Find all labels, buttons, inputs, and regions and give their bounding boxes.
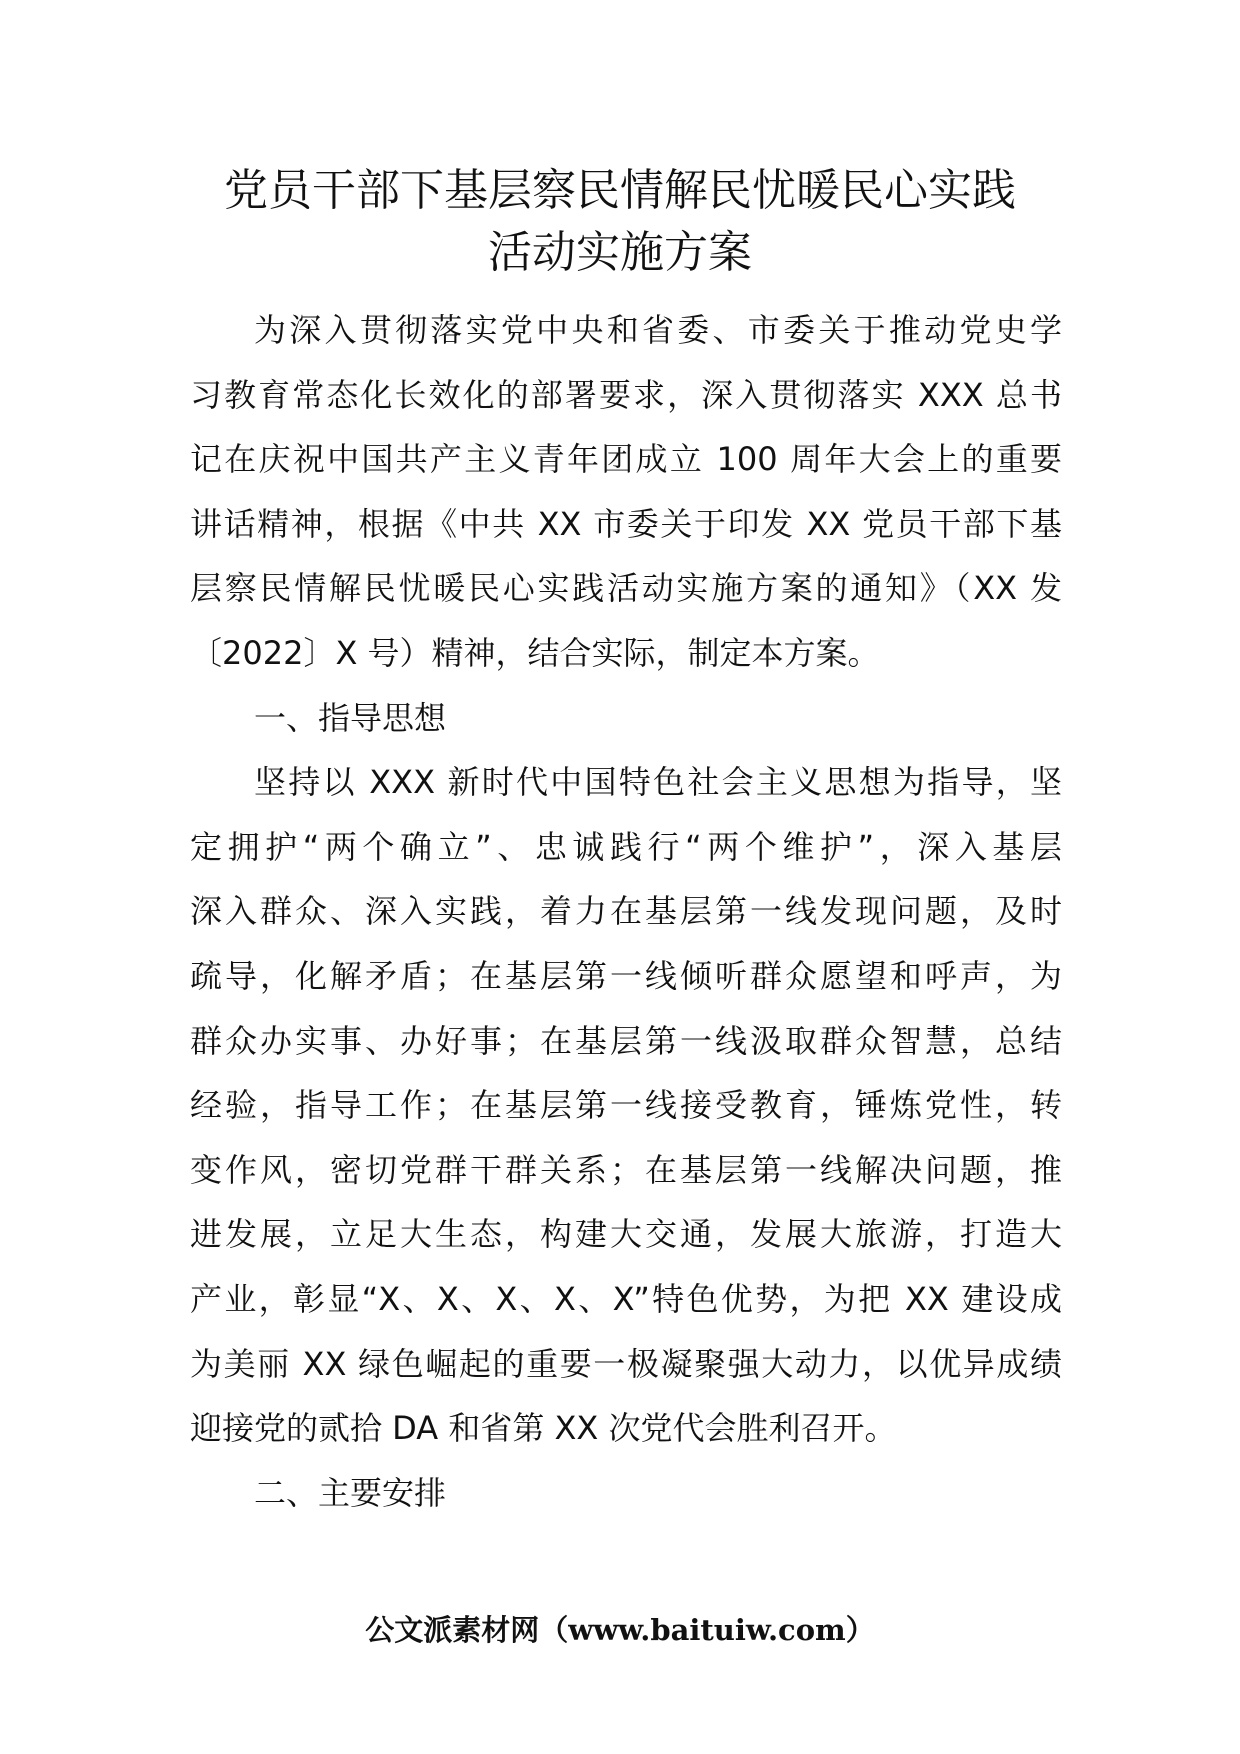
document-body: [190, 298, 1062, 1525]
paragraph-line: 经验，指导工作；在基层第一线接受教育，锤炼党性，转: [190, 1086, 1062, 1125]
paragraph-line: 产业，彰显“X、X、X、X、X”特色优势，为把 XX 建设成: [190, 1279, 1062, 1318]
document-title: [150, 160, 1090, 284]
section-heading-main-arrangements: 二、主要安排: [254, 1473, 447, 1512]
guiding-ideology-paragraph: [190, 750, 1062, 1461]
paragraph-line: 定拥护“两个确立”、忠诚践行“两个维护”，深入基层: [190, 827, 1062, 866]
paragraph-line: 讲话精神，根据《中共 XX 市委关于印发 XX 党员干部下基: [190, 504, 1062, 543]
paragraph-line: 坚持以 XXX 新时代中国特色社会主义思想为指导，坚: [254, 763, 1062, 802]
paragraph-line: 疏导，化解矛盾；在基层第一线倾听群众愿望和呼声，为: [190, 956, 1062, 995]
paragraph-line: 记在庆祝中国共产主义青年团成立 100 周年大会上的重要: [190, 440, 1062, 479]
paragraph-line: 习教育常态化长效化的部署要求，深入贯彻落实 XXX 总书: [190, 375, 1062, 414]
paragraph-line: 进发展，立足大生态，构建大交通，发展大旅游，打造大: [190, 1215, 1062, 1254]
intro-paragraph: [190, 298, 1062, 686]
title-line-2: 活动实施方案: [488, 227, 752, 278]
paragraph-line: 为美丽 XX 绿色崛起的重要一极凝聚强大动力，以优异成绩: [190, 1344, 1062, 1383]
section-heading-guiding-ideology: 一、指导思想: [254, 698, 447, 737]
paragraph-line: 群众办实事、办好事；在基层第一线汲取群众智慧，总结: [190, 1021, 1062, 1060]
paragraph-line: 〔2022〕X 号）精神，结合实际，制定本方案。: [190, 633, 880, 672]
paragraph-line: 迎接党的贰拾 DA 和省第 XX 次党代会胜利召开。: [190, 1409, 897, 1448]
paragraph-line: 为深入贯彻落实党中央和省委、市委关于推动党史学: [254, 311, 1062, 349]
title-line-1: 党员干部下基层察民情解民忧暖民心实践: [224, 165, 1016, 216]
footer-watermark: 公文派素材网（www.baituiw.com）: [365, 1613, 875, 1647]
paragraph-line: 深入群众、深入实践，着力在基层第一线发现问题，及时: [190, 892, 1062, 931]
paragraph-line: 变作风，密切党群干群关系；在基层第一线解决问题，推: [190, 1150, 1062, 1189]
paragraph-line: 层察民情解民忧暖民心实践活动实施方案的通知》（XX 发: [190, 569, 1062, 608]
